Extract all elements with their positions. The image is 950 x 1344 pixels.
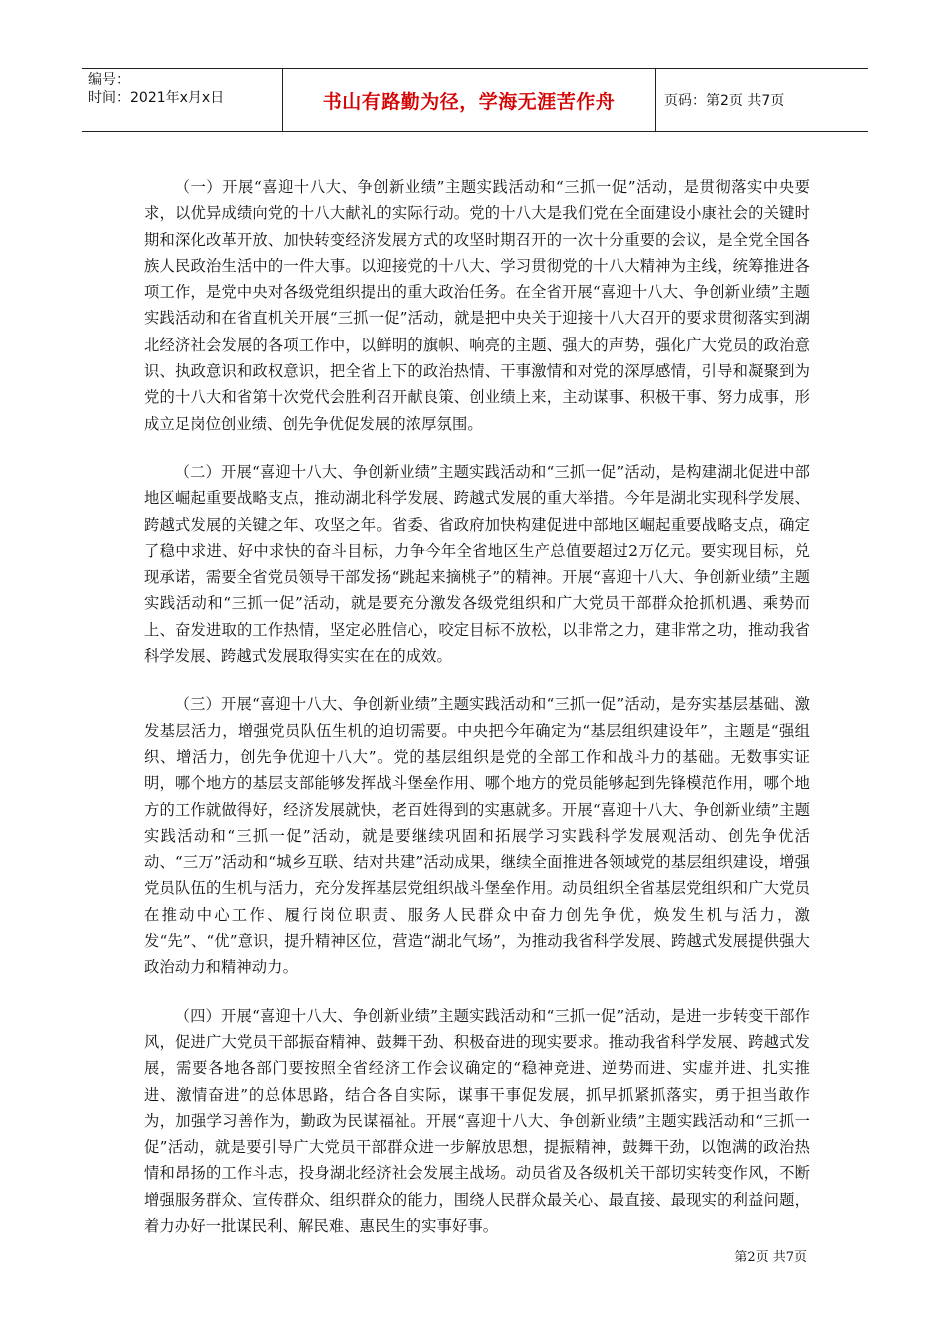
page-footer: 第2页 共7页	[734, 1250, 807, 1265]
paragraph-4: （四）开展“喜迎十八大、争创新业绩”主题实践活动和“三抓一促”活动，是进一步转变干部作风，促进广大党员干部振奋精神、鼓舞干劲、积极奋进的现实要求。推动我省科学发展、跨越式发展，需要各地各部门要按照全省经济工作会议确定的“稳神竞进、逆势而进、实虚并进、扎实推进、激情奋进”的总体思路，结合各自实际，谋事干事促发展，抓早抓紧抓落实，勇于担当敢作为，加强学习善作为，勤政为民谋福祉。开展“喜迎十八大、争创新业绩”主题实践活动和“三抓一促”活动，就是要引导广大党员干部群众进一步解放思想，提振精神，鼓舞干劲，以饱满的政治热情和昂扬的工作斗志，投身湖北经济社会发展主战场。动员省及各级机关干部切实转变作风，不断增强服务群众、宣传群众、组织群众的能力，围绕人民群众最关心、最直接、最现实的利益问题，着力办好一批谋民利、解民难、惠民生的实事好事。	[144, 1006, 810, 1235]
header-page-info: 页码：第2页 共7页	[664, 93, 785, 109]
header-motto: 书山有路勤为径，学海无涯苦作舟	[322, 90, 616, 113]
header-motto-cell	[283, 69, 656, 131]
paragraph-1: （一）开展“喜迎十八大、争创新业绩”主题实践活动和“三抓一促”活动，是贯彻落实中央要求，以优异成绩向党的十八大献礼的实际行动。党的十八大是我们党在全面建设小康社会的关键时期和深化改革开放、加快转变经济发展方式的攻坚时期召开的一次十分重要的会议，是全党全国各族人民政治生活中的一件大事。以迎接党的十八大、学习贯彻党的十八大精神为主线，统筹推进各项工作，是党中央对各级党组织提出的重大政治任务。在全省开展“喜迎十八大、争创新业绩”主题实践活动和在省直机关开展“三抓一促”活动，就是把中央关于迎接十八大召开的要求贯彻落实到湖北经济社会发展的各项工作中，以鲜明的旗帜、响亮的主题、强大的声势，强化广大党员的政治意识、执政意识和政权意识，把全省上下的政治热情、干事激情和对党的深厚感情，引导和凝聚到为党的十八大和省第十次党代会胜利召开献良策、创业绩上来，主动谋事、积极干事、努力成事，形成立足岗位创业绩、创先争优促发展的浓厚氛围。	[144, 178, 810, 433]
page-header	[82, 68, 868, 132]
document-date-label: 时间：2021年x月x日	[88, 90, 225, 106]
paragraph-3: （三）开展“喜迎十八大、争创新业绩”主题实践活动和“三抓一促”活动，是夯实基层基础、激发基层活力，增强党员队伍生机的迫切需要。中央把今年确定为“基层组织建设年”，主题是“强组织、增活力，创先争优迎十八大”。党的基层组织是党的全部工作和战斗力的基础。无数事实证明，哪个地方的基层支部能够发挥战斗堡垒作用、哪个地方的党员能够起到先锋模范作用，哪个地方的工作就做得好，经济发展就快，老百姓得到的实惠就多。开展“喜迎十八大、争创新业绩”主题实践活动和“三抓一促”活动，就是要继续巩固和拓展学习实践科学发展观活动、创先争优活动、“三万”活动和“城乡互联、结对共建”活动成果，继续全面推进各领域党的基层组织建设，增强党员队伍的生机与活力，充分发挥基层党组织战斗堡垒作用。动员组织全省基层党组织和广大党员在推动中心工作、履行岗位职责、服务人民群众中奋力创先争优，焕发生机与活力，激发“先”、“优”意识，提升精神区位，营造“湖北气场”，为推动我省科学发展、跨越式发展提供强大政治动力和精神动力。	[144, 695, 810, 977]
document-number-label: 编号：	[88, 72, 130, 88]
header-meta	[82, 69, 283, 131]
paragraph-2: （二）开展“喜迎十八大、争创新业绩”主题实践活动和“三抓一促”活动，是构建湖北促进中部地区崛起重要战略支点，推动湖北科学发展、跨越式发展的重大举措。今年是湖北实现科学发展、跨越式发展的关键之年、攻坚之年。省委、省政府加快构建促进中部地区崛起重要战略支点，确定了稳中求进、好中求快的奋斗目标，力争今年全省地区生产总值要超过2万亿元。要实现目标，兑现承诺，需要全省党员领导干部发扬“跳起来摘桃子”的精神。开展“喜迎十八大、争创新业绩”主题实践活动和“三抓一促”活动，就是要充分激发各级党组织和广大党员干部群众抢抓机遇、乘势而上、奋发进取的工作热情，坚定必胜信心，咬定目标不放松，以非常之力，建非常之功，推动我省科学发展、跨越式发展取得实实在在的成效。	[144, 462, 810, 666]
document-body	[144, 174, 810, 1261]
